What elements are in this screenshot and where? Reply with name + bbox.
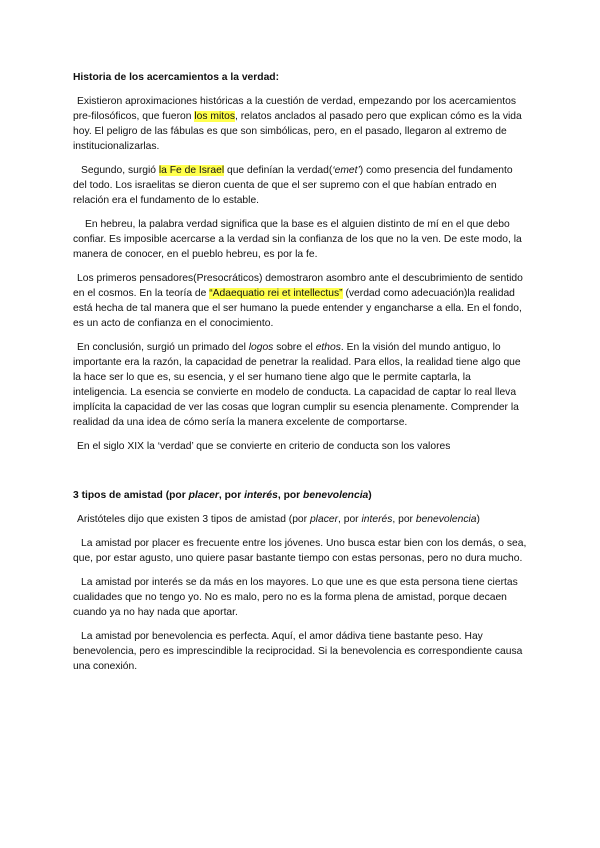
paragraph-pleasure: La amistad por placer es frecuente entre los jóvenes. Uno busca estar bien con los demás, o sea, que, por estar agusto, uno quiere pasar bastante tiempo con estas personas, pero no dura mucho. xyxy=(73,538,527,564)
paragraph-hebrew: En hebreu, la palabra verdad significa que la base es el alguien distinto de mí en el que debo confiar. Es imposible acercarse a la verdad sin la confianza de los que no la ven. De este modo, la manera de conocer, en el pueblo hebreu, es por la fe. xyxy=(73,219,522,260)
italic-interes: interés xyxy=(361,514,393,525)
paragraph-benevolence: La amistad por benevolencia es perfecta. Aquí, el amor dádiva tiene bastante peso. Hay benevolencia, pero es imprescindible la reciprocidad. Si la benevolencia es correspondiente causa una conexión. xyxy=(73,631,523,672)
italic-placer: placer xyxy=(309,514,338,525)
italic-benevolencia: benevolencia xyxy=(415,514,477,525)
highlight-israel: la Fe de Israel xyxy=(158,165,225,176)
text: Aristóteles dijo que existen 3 tipos de amistad (por xyxy=(77,514,310,525)
section-title-friendship xyxy=(73,488,528,503)
italic-ethos: ethos xyxy=(315,342,341,353)
document-body xyxy=(73,70,528,674)
text: Los primeros pensadores(Presocráticos) demostraron asombro ante el descubrimiento de sentido en el cosmos. En la teoría de xyxy=(73,273,523,299)
text: En conclusión, surgió un primado del xyxy=(77,342,249,353)
paragraph-aristotle xyxy=(73,512,528,527)
text: Existieron aproximaciones históricas a la cuestión de verdad, empezando por los acercamientos pre-filosóficos, que fueron xyxy=(73,96,516,122)
text: (verdad como adecuación)la realidad está hecha de tal manera que el ser humano la puede entender y engancharse a ella. En el fondo, es un acto de confianza en el conocimiento. xyxy=(73,288,522,329)
text: , relatos anclados al pasado pero que explican cómo es la vida hoy. El peligro de las fábulas es que son simbólicas, pero, en el pasado, llegaron al extremo de institucionalizarlas. xyxy=(73,111,522,152)
text: , por xyxy=(218,490,245,501)
text: sobre el xyxy=(273,342,316,353)
highlight-myths: los mitos xyxy=(194,111,235,122)
text: . En la visión del mundo antiguo, lo importante era la razón, la capacidad de penetrar la realidad. Para ellos, la realidad tiene algo que la hace ser lo que es, su esencia, y el ser humano tiene algo que le permite captarla, la inteligencia. La esencia se convierte en modelo de conducta. La capacidad de captar lo real lleva implícita la capacidad de ver las cosas que logran cumplir su esencia plenamente. Comprender la realidad da una idea de cómo sería la manera excelente de comportarse. xyxy=(73,342,521,428)
text: , por xyxy=(338,514,362,525)
paragraph-israel xyxy=(73,163,528,208)
paragraph-presocratics xyxy=(73,271,528,331)
paragraph-interest: La amistad por interés se da más en los mayores. Lo que une es que esta persona tiene ciertas cualidades que no tengo yo. No es malo, pero no es la forma plena de amistad, porque decaen cuando ya no hay nada que aportar. xyxy=(73,577,518,618)
paragraph-myths xyxy=(73,94,528,154)
text: Segundo, surgió xyxy=(81,165,159,176)
section-title-history: Historia de los acercamientos a la verdad: xyxy=(73,72,280,83)
text: 3 tipos de amistad (por xyxy=(73,490,189,501)
text: , por xyxy=(392,514,416,525)
text: , por xyxy=(277,490,304,501)
italic-benevolencia: benevolencia xyxy=(303,490,369,501)
text: ) como presencia del fundamento del todo. Los israelitas se dieron cuenta de que el ser supremo con el que habían entrado en relación era el fundamento de lo estable. xyxy=(73,165,513,206)
italic-interes: interés xyxy=(244,490,278,501)
paragraph-values: En el siglo XIX la ‘verdad’ que se convierte en criterio de conducta son los valores xyxy=(77,441,451,452)
highlight-adaequatio: “Adaequatio rei et intellectus” xyxy=(209,288,343,299)
italic-logos: logos xyxy=(248,342,274,353)
paragraph-conclusion xyxy=(73,340,528,430)
italic-emet: ‘emet’ xyxy=(332,165,360,176)
text: ) xyxy=(368,490,372,501)
text: que definían la verdad( xyxy=(224,165,333,176)
italic-placer: placer xyxy=(188,490,219,501)
text: ) xyxy=(476,514,480,525)
